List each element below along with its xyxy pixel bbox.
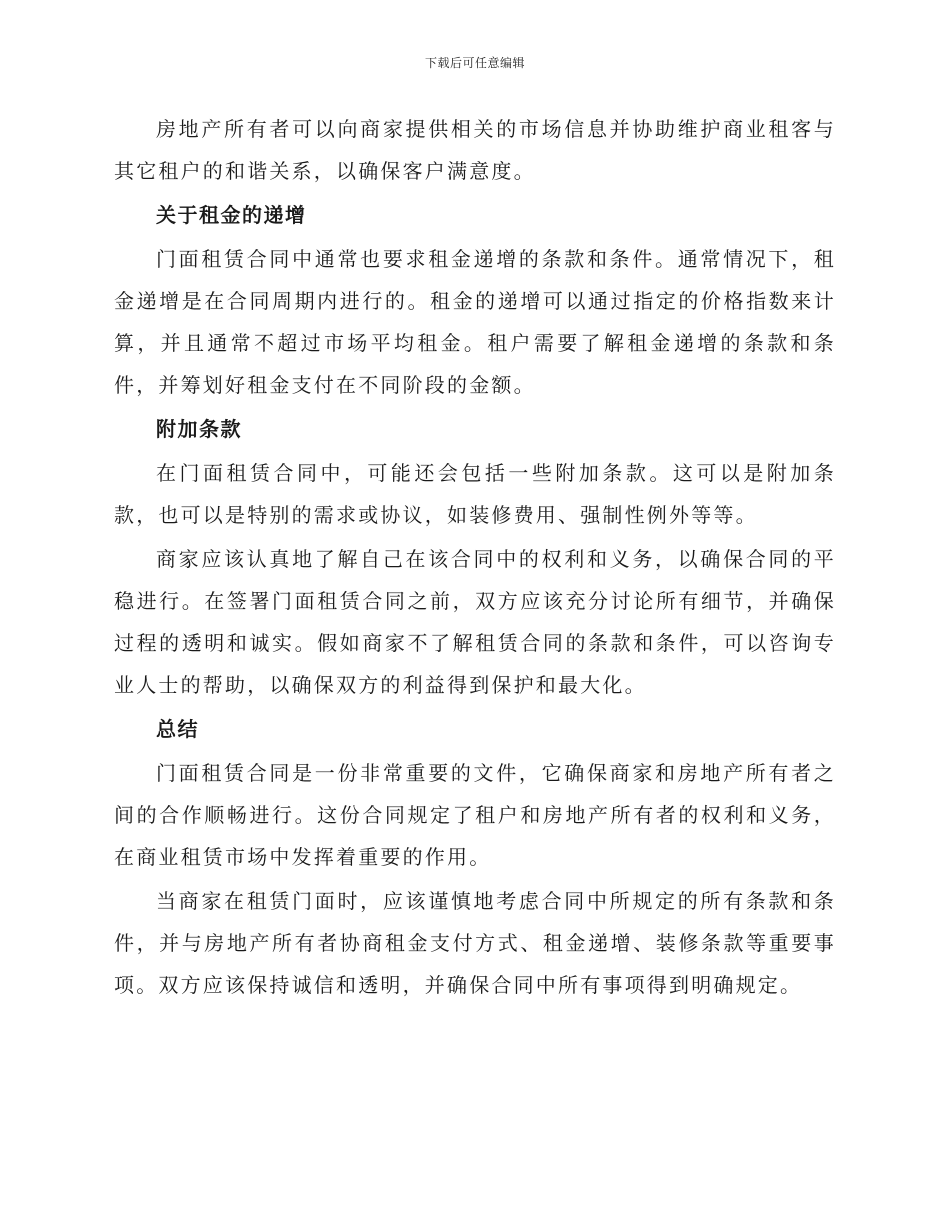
document-body [114, 108, 836, 1008]
paragraph-additional-terms: 在门面租赁合同中，可能还会包括一些附加条款。这可以是附加条款，也可以是特别的需求或协议，如装修费用、强制性例外等等。 [114, 461, 836, 527]
heading-additional-terms: 附加条款 [156, 417, 242, 441]
paragraph-merchant-rights: 商家应该认真地了解自己在该合同中的权利和义务，以确保合同的平稳进行。在签署门面租赁合同之前，双方应该充分讨论所有细节，并确保过程的透明和诚实。假如商家不了解租赁合同的条款和条件，可以咨询专业人士的帮助，以确保双方的利益得到保护和最大化。 [114, 547, 836, 697]
paragraph-summary: 门面租赁合同是一份非常重要的文件，它确保商家和房地产所有者之间的合作顺畅进行。这份合同规定了租户和房地产所有者的权利和义务，在商业租赁市场中发挥着重要的作用。 [114, 761, 836, 869]
paragraph-conclusion: 当商家在租赁门面时，应该谨慎地考虑合同中所规定的所有条款和条件，并与房地产所有者协商租金支付方式、租金递增、装修条款等重要事项。双方应该保持诚信和透明，并确保合同中所有事项得到明确规定。 [114, 889, 836, 997]
heading-rent-increase: 关于租金的递增 [156, 203, 307, 227]
paragraph-landlord-info: 房地产所有者可以向商家提供相关的市场信息并协助维护商业租客与其它租户的和谐关系，以确保客户满意度。 [114, 117, 836, 183]
paragraph-rent-increase: 门面租赁合同中通常也要求租金递增的条款和条件。通常情况下，租金递增是在合同周期内进行的。租金的递增可以通过指定的价格指数来计算，并且通常不超过市场平均租金。租户需要了解租金递增的条款和条件，并筹划好租金支付在不同阶段的金额。 [114, 247, 836, 397]
heading-summary: 总结 [156, 717, 199, 741]
page-header: 下载后可任意编辑 [424, 56, 525, 70]
